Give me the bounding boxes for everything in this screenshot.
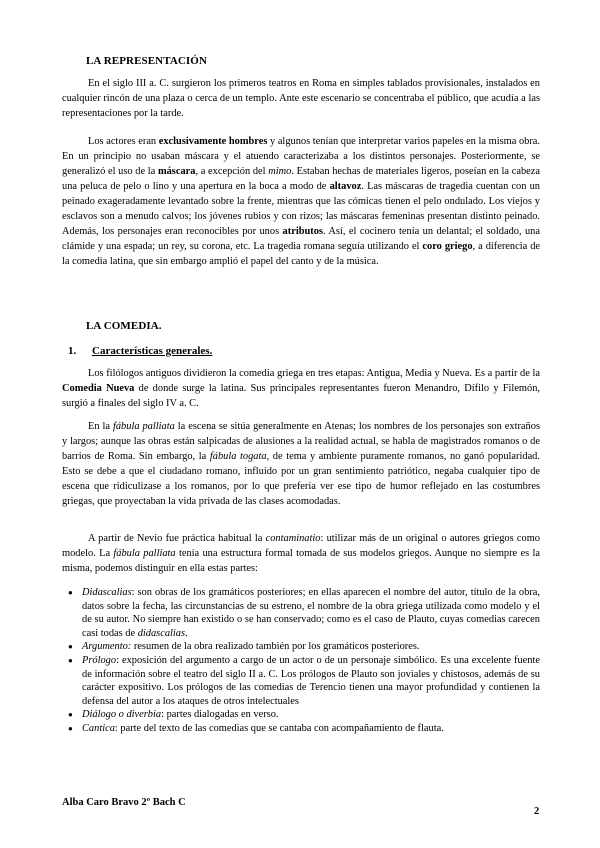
bullet-icon: ●	[68, 588, 73, 597]
list-item: ● Cantica: parte del texto de las comedias que se cantaba con acompañamiento de flauta.	[68, 722, 444, 734]
list-item: ● Argumento: resumen de la obra realizado también por los gramáticos posteriores.	[68, 641, 420, 653]
footer-author: Alba Caro Bravo 2º Bach C	[62, 797, 186, 808]
bullet-icon: ●	[68, 710, 73, 720]
list-item: ● Didascalias: son obras de los gramáticos posteriores; en ellas aparecen el nombre del autor, título de la obra, datos sobre la fecha, las circunstancias de su estreno, el nombre de la obra griega utilizada como modelo y el de su autor. No siempre han existido o se han conservado; como es el caso de Plauto, cuyas comedias carecen casi todas de didascalias.	[68, 587, 540, 639]
section-title-comedia: LA COMEDIA.	[86, 320, 162, 332]
paragraph: Los filólogos antiguos dividieron la comedia griega en tres etapas: Antigua, Media y Nueva. Es a partir de la Comedia Nueva de donde surge la latina. Sus principales representantes fueron Menandro, Dífilo y Filemón, surgió a finales del siglo IV a. C.	[62, 368, 540, 409]
bullet-icon: ●	[68, 655, 73, 665]
bullet-icon: ●	[68, 642, 73, 652]
parts-list	[62, 586, 540, 736]
subsection-title: Características generales.	[92, 345, 213, 357]
paragraph: Los actores eran exclusivamente hombres y algunos tenían que interpretar varios papeles en la misma obra. En un principio no usaban máscara y el atuendo caracterizaba a los distintos personajes. Posteriormente, se generalizó el uso de la máscara, a excepción del mimo. Estaban hechas de materiales ligeros, poseían en la cabeza una peluca de pelo o lino y una apertura en la boca a modo de altavoz. Las máscaras de tragedia cuentan con un peinado exageradamente levantado sobre la frente, mientras que las cómicas tienen el pelo ondulado. Los viejos y esclavos son a menudo calvos; los jóvenes rubios y con rizos; las máscaras femeninas presentan distinto peinado. Además, los personajes eran reconocibles por unos atributos. Así, el cocinero tenía un delantal; el soldado, una clámide y una espada; un rey, su corona, etc. La tragedia romana seguía utilizando el coro griego, a diferencia de la comedia latina, que sin embargo amplió el papel del canto y de la música.	[62, 136, 541, 267]
list-item: ● Prólogo: exposición del argumento a cargo de un actor o de un personaje simbólico. Es una excelente fuente de información sobre el teatro del siglo II a. C. Los prólogos de Plauto son joviales y chistosos, además de su carácter expositivo. Los prólogos de las comedias de Terencio tienen una mayor profundidad y contienen la defensa del autor a los ataques de otros intelectuales	[68, 654, 540, 707]
paragraph: A partir de Nevio fue práctica habitual la contaminatio: utilizar más de un original o autores griegos como modelo. La fábula palliata tenía una estructura formal tomada de sus modelos griegos. Aunque no siempre es la misma, podemos distinguir en ella estas partes:	[62, 533, 540, 574]
list-item: ● Diálogo o diverbia: partes dialogadas en verso.	[68, 709, 279, 721]
subsection-number: 1.	[68, 345, 77, 357]
section-title-representacion: LA REPRESENTACIÓN	[86, 55, 207, 67]
paragraph: En el siglo III a. C. surgieron los primeros teatros en Roma en simples tablados provisionales, instalados en cualquier rincón de una plaza o cerca de un templo. Ante este escenario se concentraba el público, que acudía a las representaciones por la tarde.	[62, 78, 540, 119]
bullet-icon: ●	[68, 723, 73, 733]
page-number: 2	[534, 806, 540, 817]
paragraph: En la fábula palliata la escena se sitúa generalmente en Atenas; los nombres de los personajes son extraños y largos; aunque las obras están salpicadas de alusiones a la realidad actual, se habla de magistrados romanos o de barrios de Roma. Sin embargo, la fábula togata, de tema y ambiente puramente romanos, no ganó popularidad. Esto se debe a que el ciudadano romano, influido por un gran sentimiento patriótico, negaba cualquier tipo de escena que ridiculizase a los romanos, por lo que prefería ver ese tipo de humor reflejado en las costumbres griegas, que proyectaban la vida privada de las clases acomodadas.	[62, 421, 540, 507]
